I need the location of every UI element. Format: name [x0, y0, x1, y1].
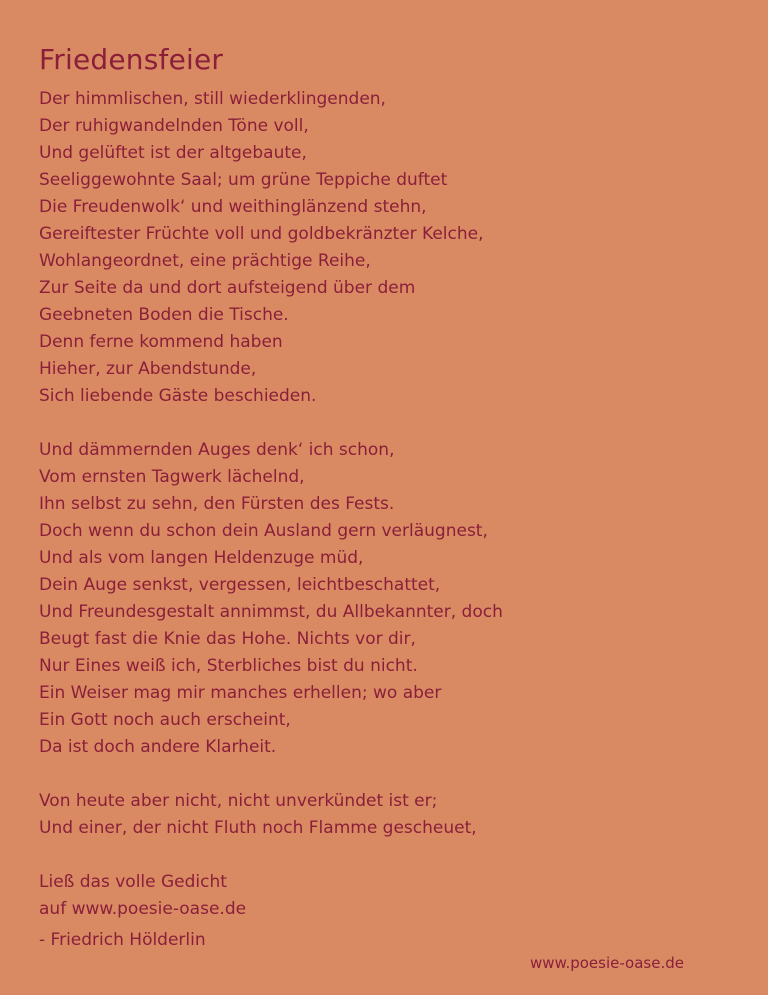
poem-line: Ließ das volle Gedicht: [39, 872, 227, 892]
poem-line: Der himmlischen, still wiederklingenden,: [39, 89, 386, 109]
poem-author: - Friedrich Hölderlin: [39, 930, 206, 950]
poem-line: Da ist doch andere Klarheit.: [39, 737, 277, 757]
poem-page: [39, 40, 729, 954]
footer-website-url: www.poesie-oase.de: [530, 954, 684, 972]
poem-line: Dein Auge senkst, vergessen, leichtbeschattet,: [39, 575, 441, 595]
poem-line: auf www.poesie-oase.de: [39, 899, 247, 919]
poem-line: Und gelüftet ist der altgebaute,: [39, 143, 307, 163]
poem-line: Beugt fast die Knie das Hohe. Nichts vor dir,: [39, 629, 416, 649]
poem-line: Vom ernsten Tagwerk lächelnd,: [39, 467, 305, 487]
stanza-gap: [39, 410, 729, 437]
poem-line: Ein Gott noch auch erscheint,: [39, 710, 291, 730]
poem-line: Seeliggewohnte Saal; um grüne Teppiche duftet: [39, 170, 448, 190]
stanza-1: [39, 86, 729, 410]
stanza-2: [39, 437, 729, 761]
poem-line: Wohlangeordnet, eine prächtige Reihe,: [39, 251, 371, 271]
poem-line: Geebneten Boden die Tische.: [39, 305, 289, 325]
poem-line: Sich liebende Gäste beschieden.: [39, 386, 317, 406]
poem-line: Gereiftester Früchte voll und goldbekränzter Kelche,: [39, 224, 484, 244]
poem-line: Zur Seite da und dort aufsteigend über dem: [39, 278, 416, 298]
stanza-gap: [39, 761, 729, 788]
stanza-3: [39, 788, 729, 842]
poem-line: Nur Eines weiß ich, Sterbliches bist du nicht.: [39, 656, 418, 676]
poem-line: Hieher, zur Abendstunde,: [39, 359, 257, 379]
poem-line: Und als vom langen Heldenzuge müd,: [39, 548, 364, 568]
poem-line: Denn ferne kommend haben: [39, 332, 283, 352]
poem-line: Ihn selbst zu sehn, den Fürsten des Fests.: [39, 494, 395, 514]
poem-line: Der ruhigwandelnden Töne voll,: [39, 116, 309, 136]
poem-line: Von heute aber nicht, nicht unverkündet ist er;: [39, 791, 438, 811]
poem-line: Doch wenn du schon dein Ausland gern verläugnest,: [39, 521, 488, 541]
poem-line: Und dämmernden Auges denk‘ ich schon,: [39, 440, 395, 460]
read-more-note: [39, 869, 729, 923]
stanza-gap: [39, 842, 729, 869]
poem-line: Und einer, der nicht Fluth noch Flamme gescheuet,: [39, 818, 477, 838]
poem-line: Und Freundesgestalt annimmst, du Allbekannter, doch: [39, 602, 503, 622]
poem-line: Die Freudenwolk‘ und weithinglänzend stehn,: [39, 197, 427, 217]
poem-line: Ein Weiser mag mir manches erhellen; wo aber: [39, 683, 442, 703]
poem-title: Friedensfeier: [39, 43, 224, 76]
